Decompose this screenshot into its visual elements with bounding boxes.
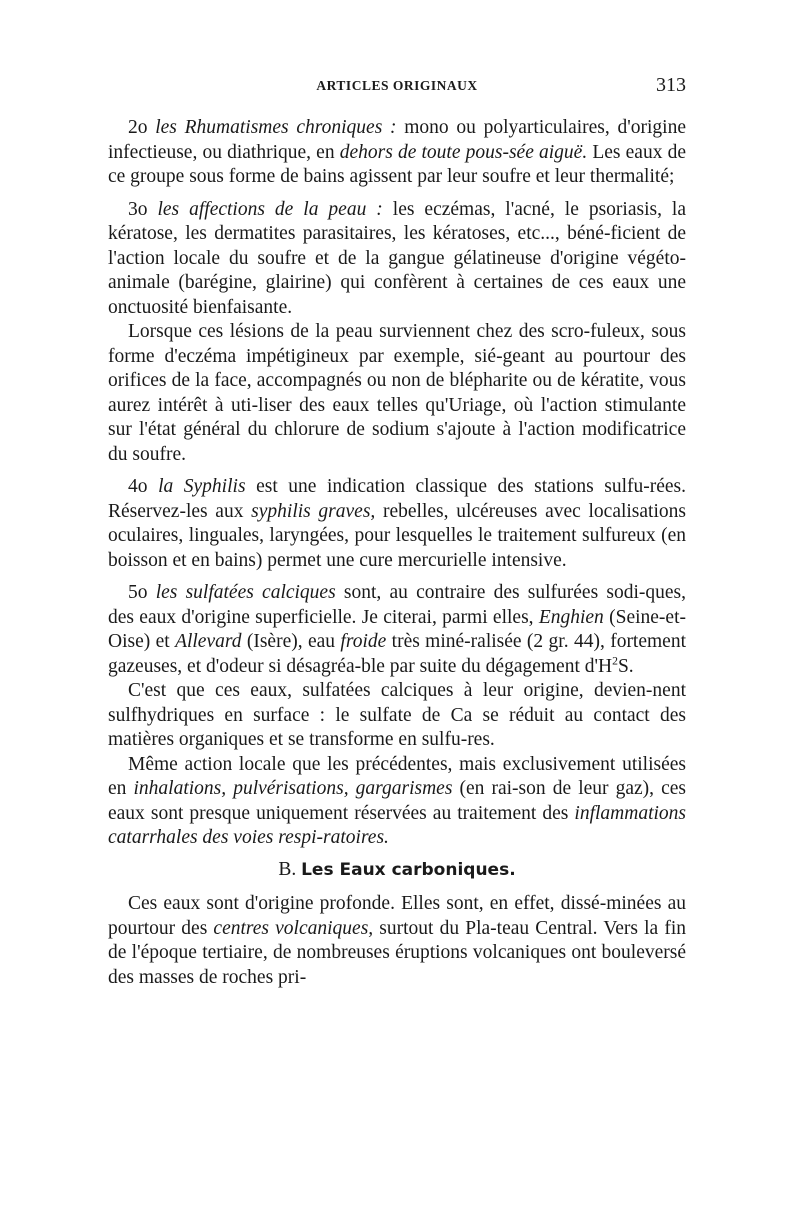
text-run: surtout du Pla-teau Central. Vers la fin de l'époque tertiaire, de nombreuses éruptions volcaniques ont bouleversé des masses de roches pri- <box>108 917 686 988</box>
item-number: 4o <box>128 476 148 497</box>
emphasis: froide <box>340 631 387 652</box>
emphasis: syphilis graves, <box>251 500 376 522</box>
text-run: Les eaux de ce groupe sous forme de bains agissent par leur soufre et leur thermalité; <box>108 141 686 187</box>
paragraph-sulfatees-calciques <box>108 581 686 679</box>
section-title: Les Eaux carboniques. <box>301 859 516 880</box>
text-run: (en rai-son de leur gaz), ces eaux sont presque uniquement réservées au traitement des <box>108 778 686 824</box>
running-title: ARTICLES ORIGINAUX <box>316 78 478 93</box>
page-header <box>108 74 686 100</box>
paragraph-sulfhydriques: C'est que ces eaux, sulfatées calciques à leur origine, devien-nent sulfhydriques en surface : le sulfate de Ca se réduit au contact des matières organiques et se transforme en sulfu-res. <box>108 680 686 750</box>
text-run: S. <box>617 655 634 677</box>
text-run: (Seine-et-Oise) et <box>108 606 686 652</box>
emphasis: Enghien <box>538 606 604 628</box>
emphasis: dehors de toute pous-sée aiguë. <box>339 141 588 163</box>
text-run: est une indication classique des stations sulfu-rées. Réservez-les aux <box>108 476 686 522</box>
text-run: Même action locale que les précédentes, mais exclusivement utilisées en <box>108 753 686 799</box>
paragraph-meme-action <box>108 753 686 851</box>
paragraph-affections-peau <box>108 198 686 321</box>
superscript: 2 <box>612 654 618 667</box>
paragraph-rhumatismes <box>108 116 686 190</box>
text-run: très miné-ralisée (2 gr. 44), fortement gazeuses, et d'odeur si désagréa-ble par suite du dégagement d'H <box>108 631 687 677</box>
section-letter: B. <box>278 858 297 880</box>
item-title: les Rhumatismes chroniques : <box>155 117 397 138</box>
item-title: la Syphilis <box>158 476 246 497</box>
text-run: les eczémas, l'acné, le psoriasis, la kératose, les dermatites parasitaires, les kératoses, etc..., béné-ficient de l'action locale du soufre et de la gangue gélatineuse d'origine végéto-animale (barégine, glairine) qui confèrent à certaines de ces eaux une onctuosité bienfaisante. <box>108 198 687 318</box>
item-number: 2o <box>128 117 148 138</box>
text-run: (Isère), eau <box>241 631 341 652</box>
emphasis: centres volcaniques, <box>213 917 374 939</box>
text-run: mono ou polyarticulaires, d'origine infectieuse, ou diathrique, en <box>108 117 686 163</box>
emphasis: inflammations catarrhales des voies respi-ratoires. <box>108 802 686 848</box>
item-number: 5o <box>128 582 148 603</box>
paragraph-syphilis <box>108 475 686 573</box>
item-title: les affections de la peau : <box>157 198 383 220</box>
paragraph-eaux-carboniques <box>108 892 686 990</box>
emphasis: Allevard <box>175 631 242 652</box>
body-text <box>108 116 686 990</box>
paragraph-scrofuleux: Lorsque ces lésions de la peau surviennent chez des scro-fuleux, sous forme d'eczéma impétigineux par exemple, sié-geant au pourtour des orifices de la face, accompagnés ou non de blépharite ou de kératite, vous aurez intérêt à uti-liser des eaux telles qu'Uriage, où l'action stimulante sur l'état général du chlorure de sodium s'ajoute à l'action modificatrice du soufre. <box>108 321 686 465</box>
page-number: 313 <box>656 74 686 96</box>
text-run: sont, au contraire des sulfurées sodi-ques, des eaux d'origine superficielle. Je citerai, parmi elles, <box>108 582 687 628</box>
item-title: les sulfatées calciques <box>155 582 336 603</box>
item-number: 3o <box>128 198 148 220</box>
section-heading <box>108 858 686 883</box>
text-run: rebelles, ulcéreuses avec localisations oculaires, linguales, laryngées, pour lesquelles le traitement sulfureux (en boisson et en bains) permet une cure mercurielle intensive. <box>108 500 686 571</box>
text-run: Ces eaux sont d'origine profonde. Elles sont, en effet, dissé-minées au pourtour des <box>108 893 686 939</box>
emphasis: inhalations, pulvérisations, gargarismes <box>133 778 453 799</box>
